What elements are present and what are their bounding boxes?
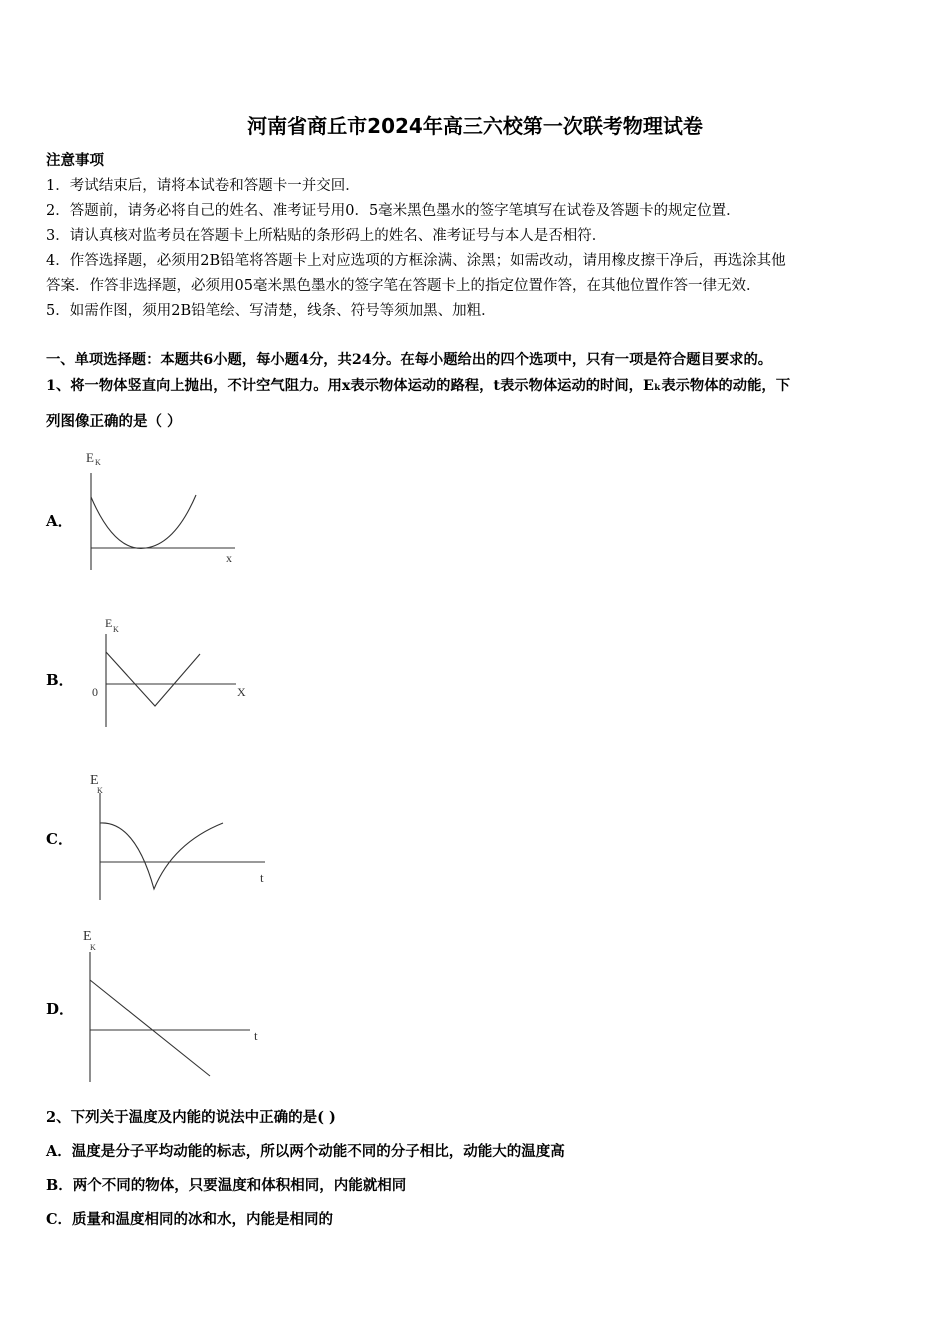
notice-item: 3．请认真核对监考员在答题卡上所粘贴的条形码上的姓名、准考证号与本人是否相符． [46, 228, 607, 244]
origin-label: 0 [92, 685, 98, 699]
y-axis-label: E [86, 450, 94, 465]
option-a-label: A． [46, 512, 73, 530]
question-2-option-c: C．质量和温度相同的冰和水，内能是相同的 [46, 1211, 334, 1228]
curve [90, 980, 210, 1076]
x-axis-label: t [260, 870, 264, 885]
question-2-option-a: A．温度是分子平均动能的标志，所以两个动能不同的分子相比，动能大的温度高 [46, 1143, 565, 1160]
x-axis-label: t [254, 1028, 258, 1043]
x-axis-label: x [226, 551, 232, 565]
notice-heading: 注意事项 [46, 152, 104, 169]
curve [106, 652, 200, 706]
y-axis-label: E [83, 929, 92, 944]
y-axis-subscript: K [95, 458, 101, 467]
option-d-graph [78, 922, 278, 1087]
option-c-graph [85, 765, 285, 905]
notice-item: 答案．作答非选择题，必须用05毫米黑色墨水的签字笔在答题卡上的指定位置作答，在其他位置作答一律无效． [46, 278, 761, 294]
option-c-label: C． [46, 830, 73, 848]
y-axis-label: E [105, 616, 113, 630]
page-title: 河南省商丘市2024年高三六校第一次联考物理试卷 [247, 114, 703, 138]
question-1-stem: 1、将一物体竖直向上抛出，不计空气阻力。用x表示物体运动的路程，t表示物体运动的时间，Eₖ表示物体的动能，下 [46, 378, 790, 394]
question-2-stem: 2、下列关于温度及内能的说法中正确的是( ) [46, 1109, 336, 1126]
option-b-label: B． [46, 671, 74, 689]
question-2-option-b: B．两个不同的物体，只要温度和体积相同，内能就相同 [46, 1177, 407, 1194]
option-d-label: D． [46, 1000, 75, 1018]
notice-item: 2．答题前，请务必将自己的姓名、准考证号用0．5毫米黑色墨水的签字笔填写在试卷及答题卡的规定位置． [46, 203, 741, 219]
y-axis-subscript: K [113, 625, 119, 634]
option-a-graph [80, 445, 260, 580]
notice-item: 5．如需作图，须用2B铅笔绘、写清楚，线条、符号等须加黑、加粗． [46, 303, 496, 319]
x-axis-label: X [237, 685, 246, 699]
y-axis-label: E [90, 773, 99, 788]
notice-item: 4．作答选择题，必须用2B铅笔将答题卡上对应选项的方框涂满、涂黑；如需改动，请用橡皮擦干净后，再选涂其他 [46, 253, 786, 269]
question-1-stem-cont: 列图像正确的是（ ） [46, 413, 182, 430]
curve [100, 823, 223, 889]
y-axis-subscript: K [90, 943, 96, 952]
y-axis-subscript: K [97, 786, 103, 795]
notice-item: 1．考试结束后，请将本试卷和答题卡一并交回． [46, 178, 360, 194]
section-header: 一、单项选择题：本题共6小题，每小题4分，共24分。在每小题给出的四个选项中，只有一项是符合题目要求的。 [46, 352, 773, 368]
option-b-graph [88, 612, 268, 737]
curve [91, 495, 196, 548]
